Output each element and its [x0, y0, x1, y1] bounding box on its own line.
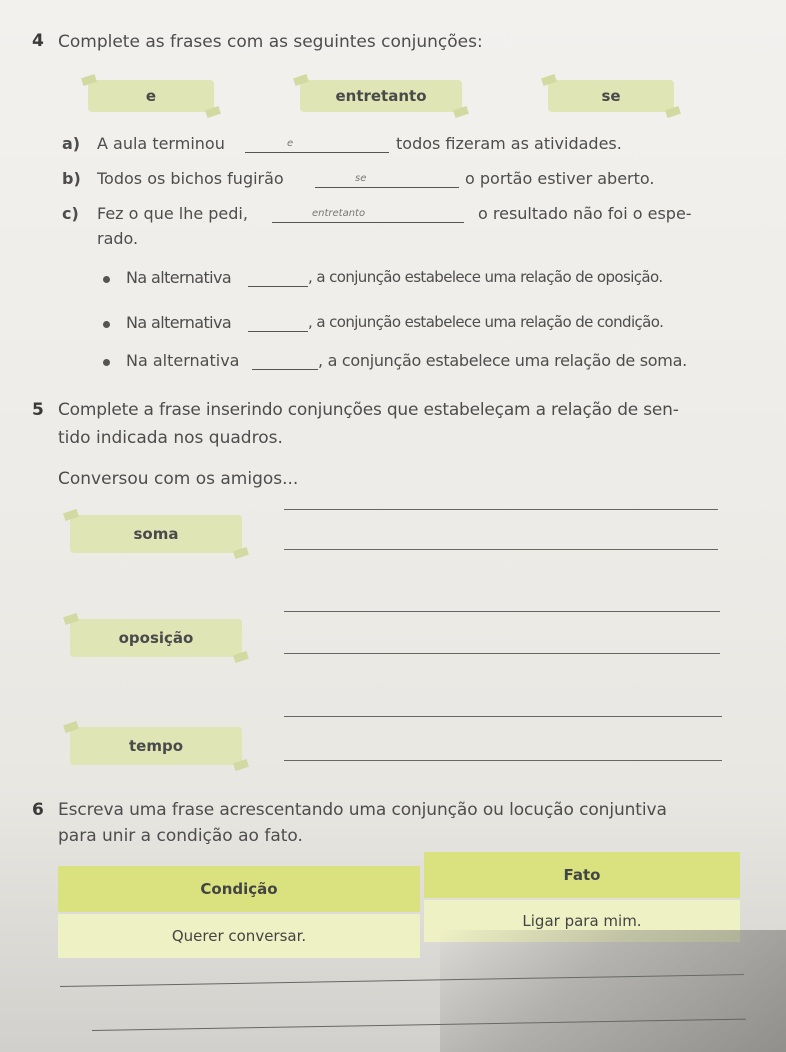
item-a-text-after: todos fizeram as atividades.: [396, 134, 622, 153]
question-5-sentence: Conversou com os amigos...: [58, 469, 299, 489]
bullet-3-text-after: , a conjunção estabelece uma relação de soma.: [318, 351, 687, 370]
bullet-2-blank[interactable]: [248, 317, 308, 332]
question-number-6: 6: [32, 800, 44, 820]
table-cell-fact: Ligar para mim.: [424, 900, 740, 942]
item-b-text-after: o portão estiver aberto.: [465, 169, 655, 188]
item-b-handwritten-answer: se: [355, 173, 367, 184]
question-4-instruction: Complete as frases com as seguintes conjunções:: [58, 32, 483, 52]
bullet-2-text-before: Na alternativa: [126, 313, 232, 332]
bullet-3: [103, 359, 110, 366]
question-5-instruction-line-2: tido indicada nos quadros.: [58, 428, 283, 448]
answer-line-q6-1[interactable]: [60, 974, 744, 987]
item-a-blank[interactable]: [245, 138, 389, 153]
bullet-1-text-before: Na alternativa: [126, 268, 232, 287]
bullet-1-text-after: , a conjunção estabelece uma relação de oposição.: [308, 268, 663, 286]
bullet-3-blank[interactable]: [252, 355, 318, 370]
relation-tag-tempo: tempo: [70, 727, 242, 765]
question-number-5: 5: [32, 400, 44, 420]
item-a-text-before: A aula terminou: [97, 134, 225, 153]
table-header-condicao: Condição: [58, 866, 420, 912]
answer-line-soma-1[interactable]: [284, 509, 718, 510]
item-a-handwritten-answer: e: [287, 138, 294, 149]
conjunction-option-entretanto: entretanto: [300, 80, 462, 112]
bullet-2-text-after: , a conjunção estabelece uma relação de condição.: [308, 313, 664, 331]
item-letter-b: b): [62, 169, 81, 188]
question-6-instruction-line-2: para unir a condição ao fato.: [58, 826, 303, 846]
item-c-handwritten-answer: entretanto: [312, 208, 366, 219]
question-number-4: 4: [32, 31, 44, 51]
item-b-blank[interactable]: [315, 173, 459, 188]
answer-line-oposicao-1[interactable]: [284, 611, 720, 612]
bullet-3-text-before: Na alternativa: [126, 351, 240, 370]
item-c-text-continued: rado.: [97, 229, 139, 248]
item-b-text-before: Todos os bichos fugirão: [97, 169, 284, 188]
answer-line-tempo-2[interactable]: [284, 760, 722, 761]
table-header-fato: Fato: [424, 852, 740, 898]
item-c-text-after: o resultado não foi o espe-: [478, 204, 692, 223]
item-letter-c: c): [62, 204, 79, 223]
item-letter-a: a): [62, 134, 81, 153]
relation-tag-oposicao: oposição: [70, 619, 242, 657]
answer-line-tempo-1[interactable]: [284, 716, 722, 717]
bullet-1: [103, 276, 110, 283]
item-c-text-before: Fez o que lhe pedi,: [97, 204, 248, 223]
bullet-1-blank[interactable]: [248, 272, 308, 287]
relation-tag-soma: soma: [70, 515, 242, 553]
conjunction-option-se: se: [548, 80, 674, 112]
answer-line-q6-2[interactable]: [92, 1019, 746, 1031]
table-cell-condition: Querer conversar.: [58, 914, 420, 958]
condition-fact-table: [58, 852, 742, 956]
bullet-2: [103, 321, 110, 328]
question-5-instruction-line-1: Complete a frase inserindo conjunções que estabeleçam a relação de sen-: [58, 400, 679, 420]
item-c-blank[interactable]: [272, 208, 464, 223]
answer-line-oposicao-2[interactable]: [284, 653, 720, 654]
conjunction-option-e: e: [88, 80, 214, 112]
answer-line-soma-2[interactable]: [284, 549, 718, 550]
question-6-instruction-line-1: Escreva uma frase acrescentando uma conjunção ou locução conjuntiva: [58, 800, 667, 820]
